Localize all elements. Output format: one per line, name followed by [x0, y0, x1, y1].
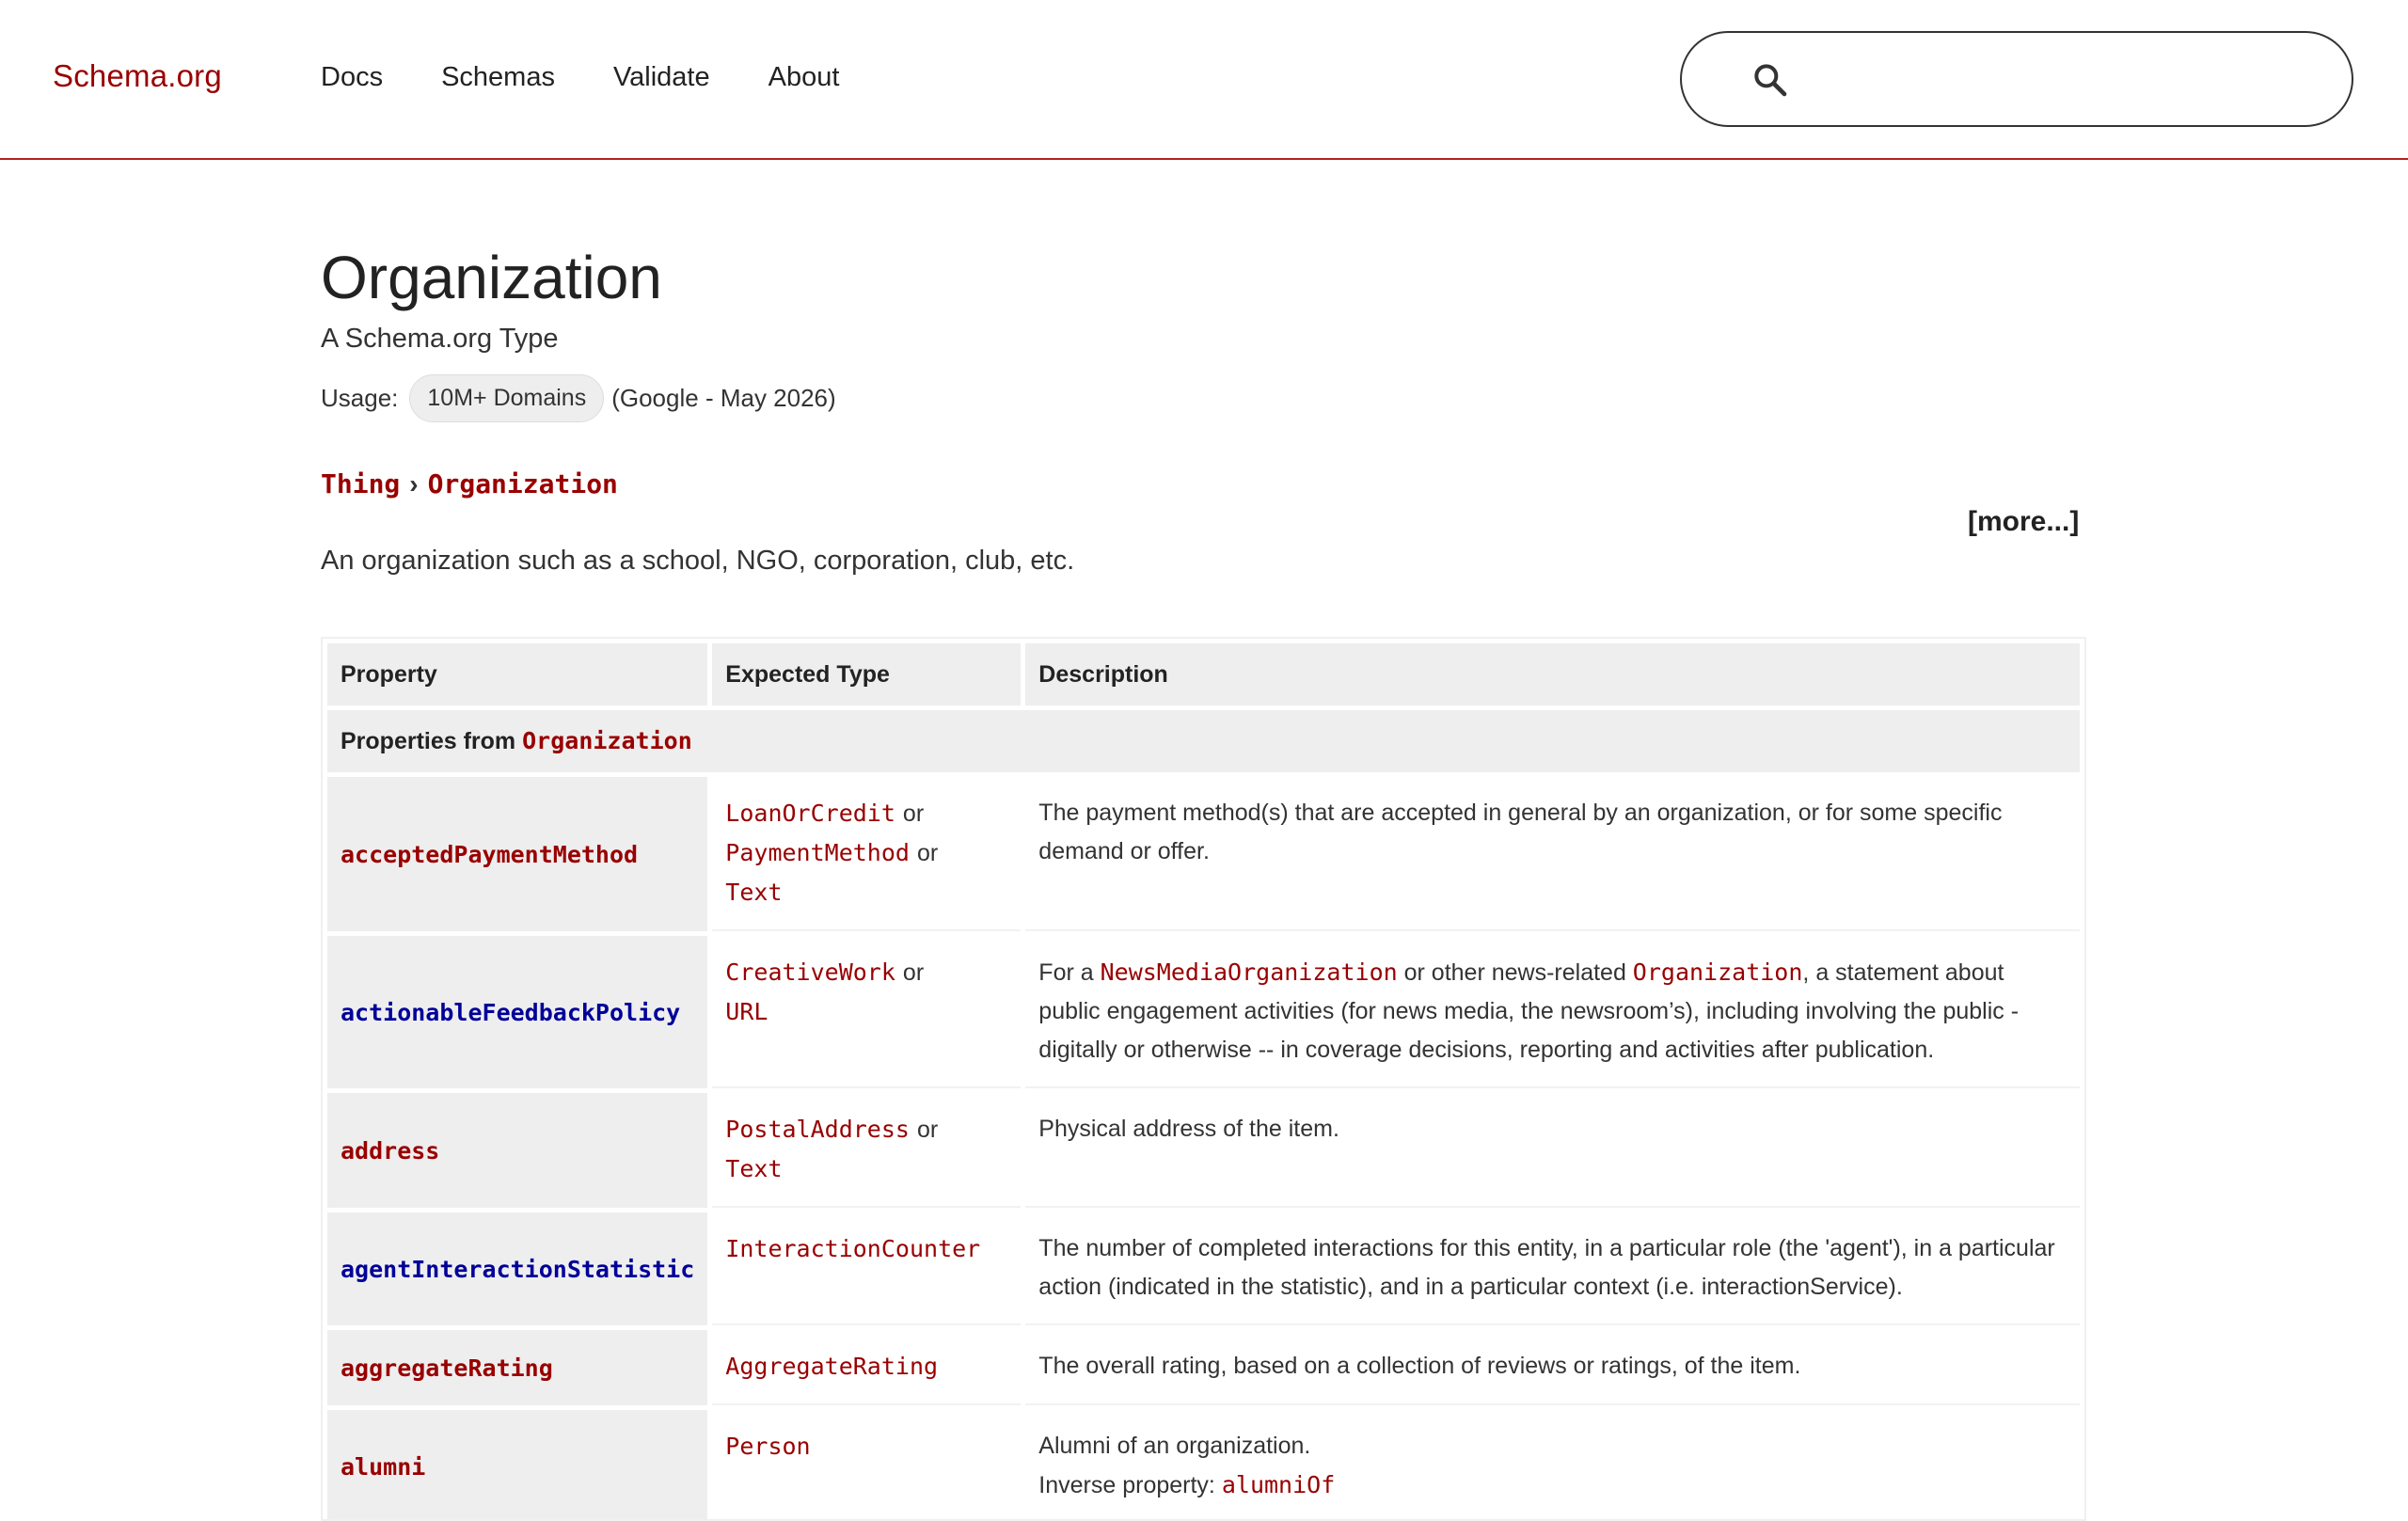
- description-cell: The number of completed interactions for this entity, in a particular role (the 'agent'), in a particular action (indicated in the statistic), and in a particular context (i.e. interactionService).: [1025, 1212, 2080, 1325]
- or-label: or: [916, 1117, 939, 1143]
- nav-docs[interactable]: Docs: [321, 62, 384, 92]
- table-row: [327, 1093, 2080, 1208]
- property-cell: [327, 1330, 707, 1405]
- header-property: Property: [327, 643, 707, 705]
- property-cell: [327, 1212, 707, 1325]
- type-link[interactable]: PaymentMethod: [725, 839, 910, 866]
- search-box[interactable]: [1680, 31, 2353, 127]
- section-row: [327, 710, 2080, 772]
- usage-source: (Google - May 2026): [611, 384, 836, 412]
- section-heading: [327, 710, 2080, 772]
- desc-text: For a: [1038, 959, 1101, 986]
- or-label: or: [902, 959, 925, 986]
- breadcrumb-separator: ›: [409, 469, 419, 499]
- types-cell: [712, 936, 1021, 1088]
- search-icon[interactable]: [1751, 61, 1789, 99]
- usage-line: [321, 374, 836, 422]
- types-cell: [712, 777, 1021, 931]
- type-link[interactable]: Text: [725, 879, 783, 906]
- desc-type-link[interactable]: NewsMediaOrganization: [1100, 959, 1398, 986]
- property-cell: [327, 1410, 707, 1521]
- types-cell: [712, 1410, 1021, 1521]
- description-cell: The overall rating, based on a collection of reviews or ratings, of the item.: [1025, 1330, 2080, 1405]
- property-cell: [327, 936, 707, 1088]
- table-row: [327, 777, 2080, 931]
- search-input[interactable]: [1804, 54, 2316, 108]
- site-header: [0, 0, 2408, 160]
- nav-validate[interactable]: Validate: [612, 62, 710, 92]
- type-link[interactable]: CreativeWork: [725, 959, 895, 986]
- types-cell: [712, 1093, 1021, 1208]
- table-row: [327, 1330, 2080, 1405]
- page-title: Organization: [321, 244, 662, 311]
- property-link[interactable]: agentInteractionStatistic: [341, 1255, 695, 1283]
- type-link[interactable]: Text: [725, 1155, 783, 1182]
- table-row: [327, 1410, 2080, 1521]
- desc-type-link[interactable]: Organization: [1632, 959, 1803, 986]
- properties-table: [321, 637, 2086, 1521]
- desc-text: , a statement about public engagement activities (for news media, the newsroom’s), including involving the public - digitally or otherwise -- in coverage decisions, reporting and activities after publication.: [1038, 959, 2020, 1063]
- table-header-row: [327, 643, 2080, 705]
- description-cell: [1025, 936, 2080, 1088]
- description-cell: [1025, 1410, 2080, 1521]
- desc-text: Alumni of an organization.: [1038, 1433, 1311, 1459]
- property-link[interactable]: aggregateRating: [341, 1354, 553, 1382]
- page-subtitle: A Schema.org Type: [321, 324, 559, 354]
- table-row: [327, 936, 2080, 1088]
- breadcrumb: [321, 468, 618, 499]
- property-cell: [327, 1093, 707, 1208]
- section-label: Properties from: [341, 728, 516, 754]
- property-link[interactable]: address: [341, 1136, 440, 1165]
- more-link[interactable]: [more...]: [1968, 506, 2080, 537]
- breadcrumb-organization[interactable]: Organization: [427, 468, 618, 499]
- type-link[interactable]: PostalAddress: [725, 1116, 910, 1143]
- types-cell: [712, 1330, 1021, 1405]
- usage-badge: 10M+ Domains: [409, 374, 604, 422]
- usage-label: Usage:: [321, 384, 399, 412]
- or-label: or: [902, 800, 925, 827]
- property-link[interactable]: alumni: [341, 1453, 426, 1481]
- site-logo[interactable]: Schema.org: [53, 58, 222, 93]
- type-link[interactable]: URL: [725, 998, 768, 1025]
- inverse-property-link[interactable]: alumniOf: [1221, 1471, 1336, 1498]
- nav-schemas[interactable]: Schemas: [441, 62, 555, 92]
- header-description: Description: [1025, 643, 2080, 705]
- desc-text: or other news-related: [1397, 959, 1633, 986]
- nav-about[interactable]: About: [768, 62, 840, 92]
- table-row: [327, 1212, 2080, 1325]
- header-expected-type: Expected Type: [712, 643, 1021, 705]
- type-link[interactable]: LoanOrCredit: [725, 800, 895, 827]
- type-link[interactable]: Person: [725, 1433, 811, 1460]
- description-cell: Physical address of the item.: [1025, 1093, 2080, 1208]
- section-type-link[interactable]: Organization: [522, 727, 692, 754]
- type-link[interactable]: InteractionCounter: [725, 1235, 981, 1262]
- property-link[interactable]: acceptedPaymentMethod: [341, 840, 639, 868]
- type-description: An organization such as a school, NGO, corporation, club, etc.: [321, 546, 1075, 576]
- property-cell: [327, 777, 707, 931]
- breadcrumb-thing[interactable]: Thing: [321, 468, 401, 499]
- description-cell: The payment method(s) that are accepted in general by an organization, or for some specific demand or offer.: [1025, 777, 2080, 931]
- types-cell: [712, 1212, 1021, 1325]
- property-link[interactable]: actionableFeedbackPolicy: [341, 998, 681, 1026]
- or-label: or: [916, 840, 939, 866]
- type-link[interactable]: AggregateRating: [725, 1353, 939, 1380]
- main-nav: [321, 62, 839, 93]
- inverse-label: Inverse property:: [1038, 1472, 1215, 1498]
